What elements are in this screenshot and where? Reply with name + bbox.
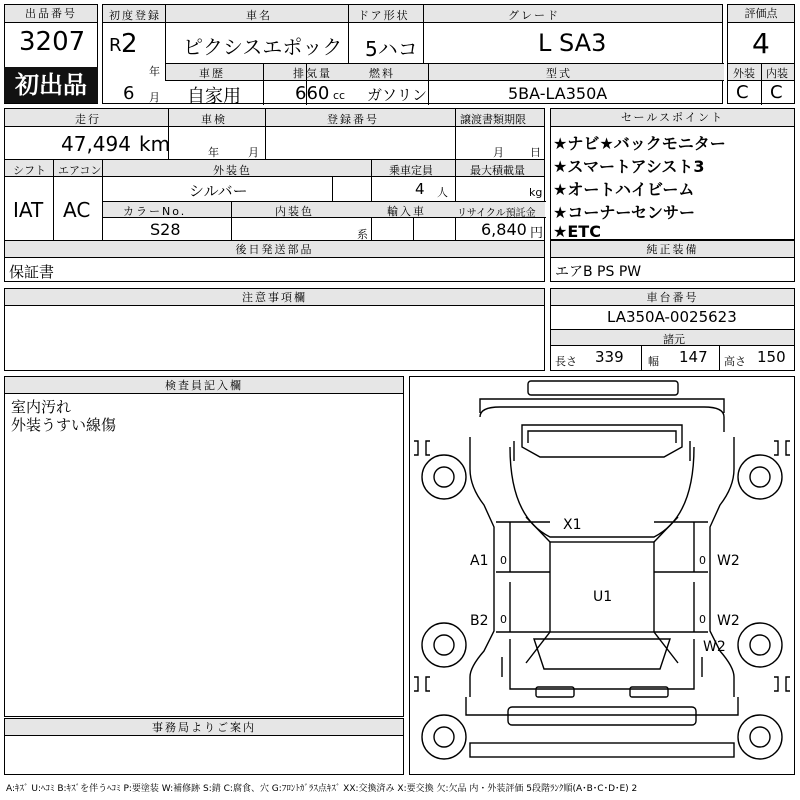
zero-mark: 0 [500,613,507,626]
later-parts-box [4,240,545,282]
recycle-label: リサイクル預託金 [457,208,536,219]
history-label: 車歴 [199,67,225,80]
score-box [727,4,795,104]
yen-unit: 円 [530,226,544,241]
aircon: AC [63,198,91,222]
door-type-label: ドア形状 [358,9,410,22]
inspector-note: 外装うすい線傷 [11,416,117,434]
spec-box [4,159,545,241]
sales-point: ★ETC [553,222,601,241]
import-label: 輸入車 [387,205,426,218]
displacement: 660 [295,83,330,104]
score-label: 評価点 [728,5,794,23]
length-label: 長さ [555,355,577,368]
zero-mark: 0 [699,613,706,626]
later-parts: 保証書 [9,263,55,281]
shift-label: シフト [13,164,46,177]
length: 339 [595,348,624,366]
month-unit: 月 [149,91,160,104]
inspector-note: 室内汚れ [11,398,72,416]
transfer-docs-label: 譲渡書類期限 [460,113,526,126]
inspector-notes-label: 検査員記入欄 [5,377,403,394]
height: 150 [757,348,786,366]
inspect-year-unit: 年 [208,146,219,159]
lot-number: 3207 [19,27,86,57]
damage-mark-b2: B2 [470,613,489,629]
mileage-box [4,108,545,160]
height-label: 高さ [724,355,746,368]
zero-mark: 0 [500,554,507,567]
width: 147 [679,348,708,366]
docs-month-unit: 月 [493,146,504,159]
displacement-label: 排気量 [293,67,332,80]
sales-point: ★ナビ★バックモニター [553,134,726,153]
interior-label: 内装 [766,67,788,80]
width-label: 幅 [648,355,659,368]
first-reg-label: 初度登録 [109,9,161,22]
int-color-label: 内装色 [275,205,314,218]
sales-point: ★コーナーセンサー [553,203,696,222]
color-series-unit: 系 [357,228,368,241]
specs-label: 諸元 [663,333,685,346]
later-parts-label: 後日発送部品 [5,241,544,258]
damage-mark-w2: W2 [717,613,740,629]
legend: A:ｷｽﾞ U:ﾍｺﾐ B:ｷｽﾞを伴うﾍｺﾐ P:要塗装 W:補修跡 S:錆 C:腐食、穴 G:ﾌﾛﾝﾄｶﾞﾗｽ点ｷｽﾞ XX:交換済み X:要交換 欠:欠品 内・外装評価 5段階ﾗﾝｸ順(A･B･C･D･E) 2 [6,784,638,794]
color-no-label: カラーNo. [123,205,187,218]
color-no: S28 [150,220,181,239]
interior-grade: C [770,82,783,103]
exterior-grade: C [736,82,749,103]
era: R [109,35,122,56]
damage-mark-w2: W2 [717,553,740,569]
year-unit: 年 [149,65,160,78]
ext-color: シルバー [189,182,248,200]
office-notes-box [4,718,404,775]
zero-mark: 0 [699,554,706,567]
inspector-notes-box [4,376,404,717]
office-notes-label: 事務局よりご案内 [5,719,403,736]
car-name: ピクシスエポック [183,35,343,59]
genuine-equipment-label: 純正装備 [551,241,794,258]
chassis-no-label: 車台番号 [551,289,794,306]
grade: L SA3 [538,29,607,57]
notes-label: 注意事項欄 [5,289,544,306]
docs-day-unit: 日 [530,146,541,159]
month: 6 [123,83,135,104]
damage-mark-u1: U1 [593,589,613,605]
ext-color-label: 外装色 [213,164,252,177]
mileage-label: 走行 [75,113,101,126]
score: 4 [752,27,770,60]
vehicle-info-box [102,4,723,107]
mileage: 47,494 [61,132,131,156]
recycle-fee: 6,840 [481,220,527,239]
car-name-label: 車名 [246,9,272,22]
inspection-label: 車検 [201,113,227,126]
damage-mark-x1: X1 [563,517,582,533]
exterior-label: 外装 [733,67,755,80]
notes-box [4,288,545,371]
km-unit: km [139,132,171,156]
lot-number-box [4,4,98,104]
year: 2 [121,29,138,59]
door-type: 5ハコ [365,37,418,61]
kg-unit: kg [529,186,543,199]
max-load-label: 最大積載量 [470,164,525,177]
lot-number-header: 出品番号 [5,5,97,23]
fuel: ガソリン [367,86,428,104]
car-diagram [409,376,795,775]
shift: IAT [13,198,44,222]
reg-no-label: 登録番号 [327,113,379,126]
capacity-label: 乗車定員 [389,164,433,177]
chassis-no: LA350A-0025623 [607,308,737,326]
sales-points-label: セールスポイント [551,109,794,127]
fuel-label: 燃料 [369,67,395,80]
damage-mark-a1: A1 [470,553,489,569]
car-outline-diagram [410,377,794,774]
inspect-month-unit: 月 [248,146,259,159]
sales-point: ★オートハイビーム [553,180,695,199]
capacity: 4 [415,180,425,198]
genuine-equipment-box [550,240,795,282]
aircon-label: エアコン [58,164,102,177]
sales-points-box [550,108,795,240]
cc-unit: cc [333,89,346,102]
model-code-label: 型式 [546,67,572,80]
sales-point: ★スマートアシスト3 [553,157,705,176]
people-unit: 人 [437,186,448,199]
damage-mark-w2: W2 [703,639,726,655]
model-code: 5BA-LA350A [508,84,608,103]
chassis-box [550,288,795,371]
genuine-equipment: エアB PS PW [555,264,642,280]
first-listing-badge: 初出品 [4,67,98,103]
history: 自家用 [187,86,241,107]
grade-label: グレード [508,9,560,22]
